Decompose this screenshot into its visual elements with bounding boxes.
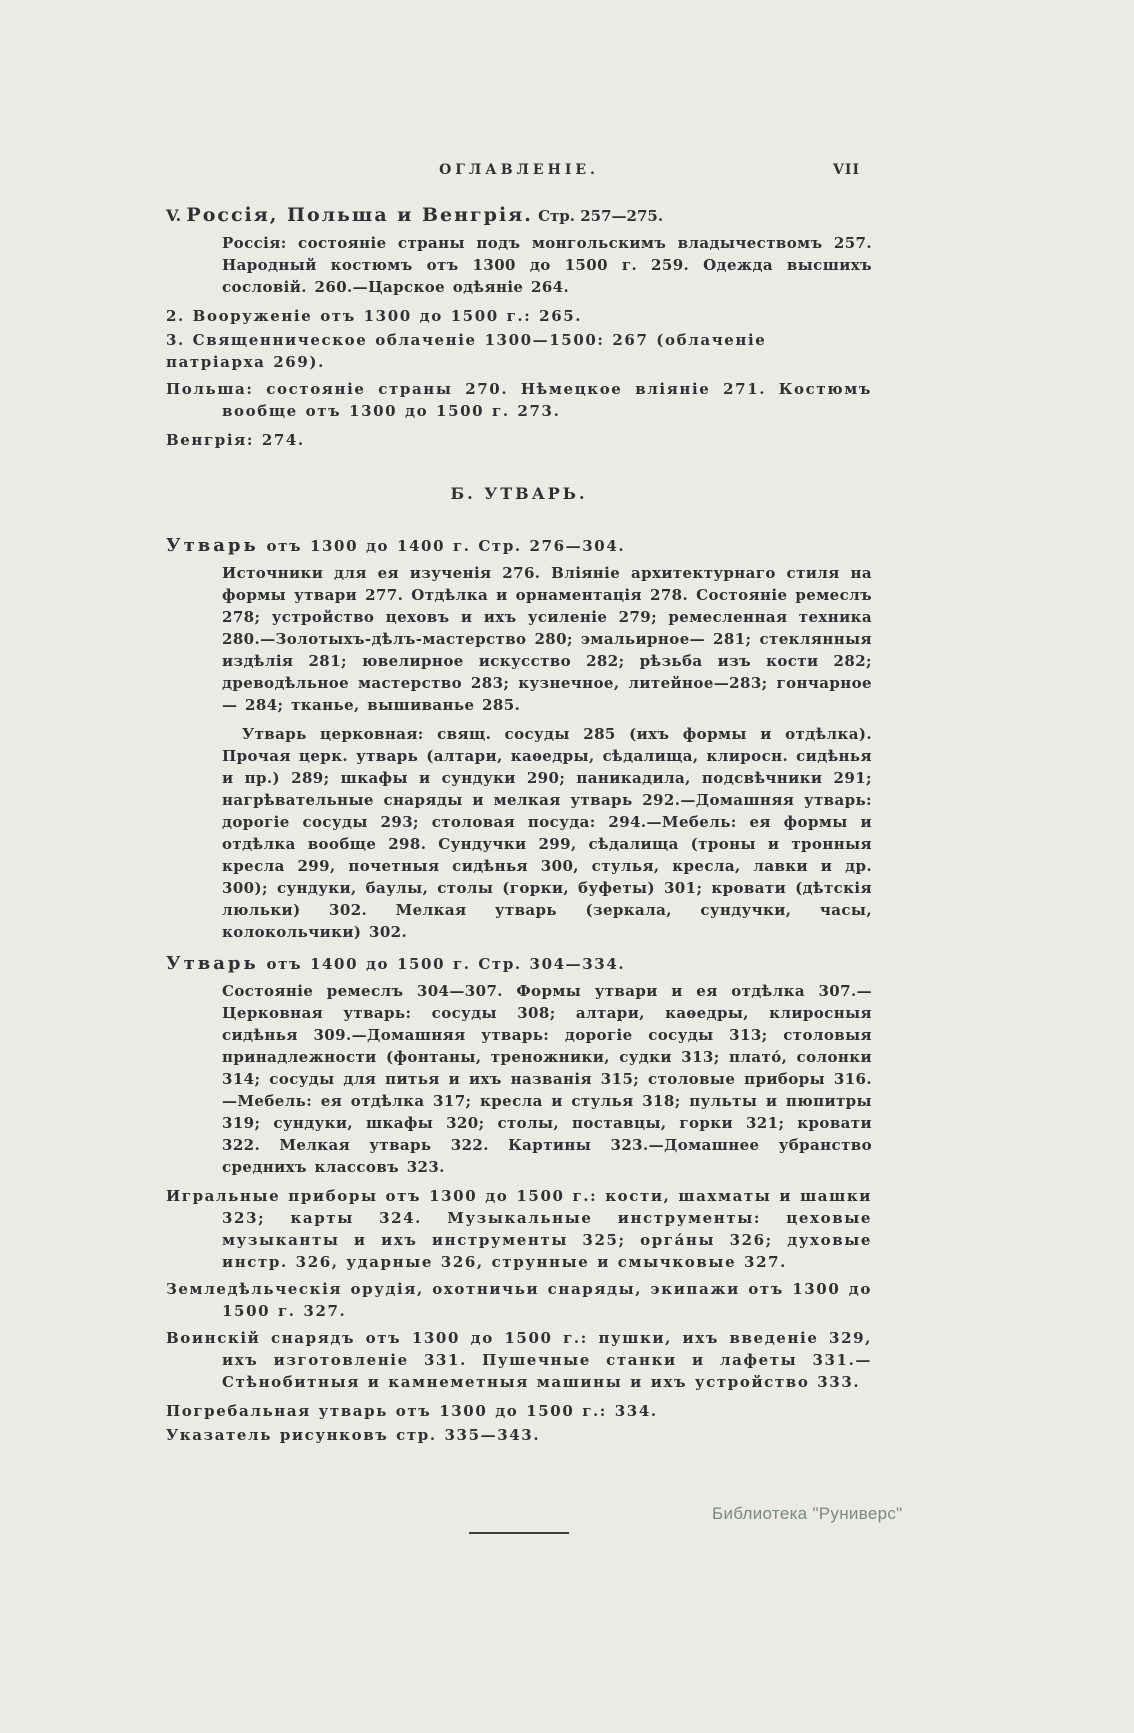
paragraph-utvar2-crafts: Состояніе ремеслъ 304—307. Формы утвари и ея отдѣлка 307.—Церковная утварь: сосуды 308; алтари, каѳедры, клиросныя сидѣнья 309.—Домашняя утварь: дорогіе сосуды 313; столовыя принадлежности (фонтаны, треножники, судки 313; плато́, солонки 314; сосуды для питья и ихъ названія 315; столовые приборы 316.—Мебель: ея отдѣлка 317; кресла и стулья 318; пульты и пюпитры 319; сундуки, шкафы 320; столы, поставцы, горки 321; кровати 322. Мелкая утварь 322. Картины 323.—Домашнее убранство среднихъ классовъ 323. [222, 982, 872, 1176]
utvar-1400-word: Утварь [166, 953, 259, 974]
page-title: ОГЛАВЛЕНІЕ. [439, 162, 599, 178]
section-v-number: V. [166, 206, 182, 225]
entry-figures-index: Указатель рисунковъ стр. 335—343. [166, 1426, 541, 1444]
entry-poland: Польша: состояніе страны 270. Нѣмецкое вліяніе 271. Костюмъ вообще отъ 1300 до 1500 г. 273. [166, 380, 872, 420]
entry-agriculture: Земледѣльческія орудія, охотничьи снаряды, экипажи отъ 1300 до 1500 г. 327. [166, 1280, 872, 1320]
toc-content [166, 158, 872, 1534]
page-head [166, 158, 872, 178]
paragraph-utvar1-sources: Источники для ея изученія 276. Вліяніе архитектурнаго стиля на формы утвари 277. Отдѣлка и орнаментація 278. Состояніе ремеслъ 278; устройство цеховъ и ихъ усиленіе 279; ремесленная техника 280.—Золотыхъ-дѣлъ-мастерство 280; эмальирное— 281; стеклянныя издѣлія 281; ювелирное искусство 282; рѣзьба изъ кости 282; древодѣльное мастерство 283; кузнечное, литейное—283; гончарное— 284; тканье, вышиванье 285. [222, 564, 872, 714]
utvar-1300-word: Утварь [166, 535, 259, 556]
utvar-1300-heading [166, 535, 872, 557]
section-v-pages: Стр. 257—275. [538, 207, 664, 225]
paragraph-utvar1-church: Утварь церковная: свящ. сосуды 285 (ихъ формы и отдѣлка). Прочая церк. утварь (алтари, каѳедры, сѣдалища, клиросн. сидѣнья и пр.) 289; шкафы и сундуки 290; паникадила, подсвѣчники 291; нагрѣвательные снаряды и мелкая утварь 292.—Домашняя утварь: дорогіе сосуды 293; столовая посуда: 294.—Мебель: ея формы и отдѣлка вообще 298. Сундучки 299, сѣдалища (троны и тронныя кресла 299, почетныя сидѣнья 300, стулья, кресла, лавки и др. 300); сундуки, баулы, столы (горки, буфеты) 301; кровати (дѣтскія люльки) 302. Мелкая утварь (зеркала, сундучки, часы, колокольчики) 302. [222, 725, 872, 941]
library-watermark: Библиотека "Руниверс" [712, 1504, 903, 1523]
entry-games: Игральные приборы отъ 1300 до 1500 г.: кости, шахматы и шашки 323; карты 324. Музыкальные инструменты: цеховые музыканты и ихъ инструменты 325; орга́ны 326; духовые инстр. 326, ударные 326, струнные и смычковые 327. [166, 1187, 872, 1271]
section-b-heading: Б. УТВАРЬ. [450, 484, 588, 503]
entry-funeral: Погребальная утварь отъ 1300 до 1500 г.: 334. [166, 1402, 658, 1420]
utvar-1400-range: отъ 1400 до 1500 г. Стр. 304—334. [258, 955, 626, 973]
entry-military: Воинскій снарядъ отъ 1300 до 1500 г.: пушки, ихъ введеніе 329, ихъ изготовленіе 331. Пушечные станки и лафеты 331.—Стѣнобитныя и камнеметныя машины и ихъ устройство 333. [166, 1329, 872, 1391]
utvar-1400-heading [166, 953, 872, 975]
utvar-1300-range: отъ 1300 до 1400 г. Стр. 276—304. [258, 537, 626, 555]
page-number: VII [833, 162, 860, 178]
entry-vestments: 3. Священническое облаченіе 1300—1500: 267 (облаченіе патріарха 269). [166, 331, 767, 371]
entry-hungary: Венгрія: 274. [166, 431, 305, 449]
paragraph-russia: Россія: состояніе страны подъ монгольскимъ владычествомъ 257. Народный костюмъ отъ 1300 до 1500 г. 259. Одежда высшихъ сословій. 260.—Царское одѣяніе 264. [222, 234, 872, 296]
entry-armament: 2. Вооруженіе отъ 1300 до 1500 г.: 265. [166, 307, 583, 325]
end-divider [469, 1532, 569, 1534]
section-v-heading [166, 204, 872, 227]
section-v-title: Россія, Польша и Венгрія. [186, 204, 533, 226]
